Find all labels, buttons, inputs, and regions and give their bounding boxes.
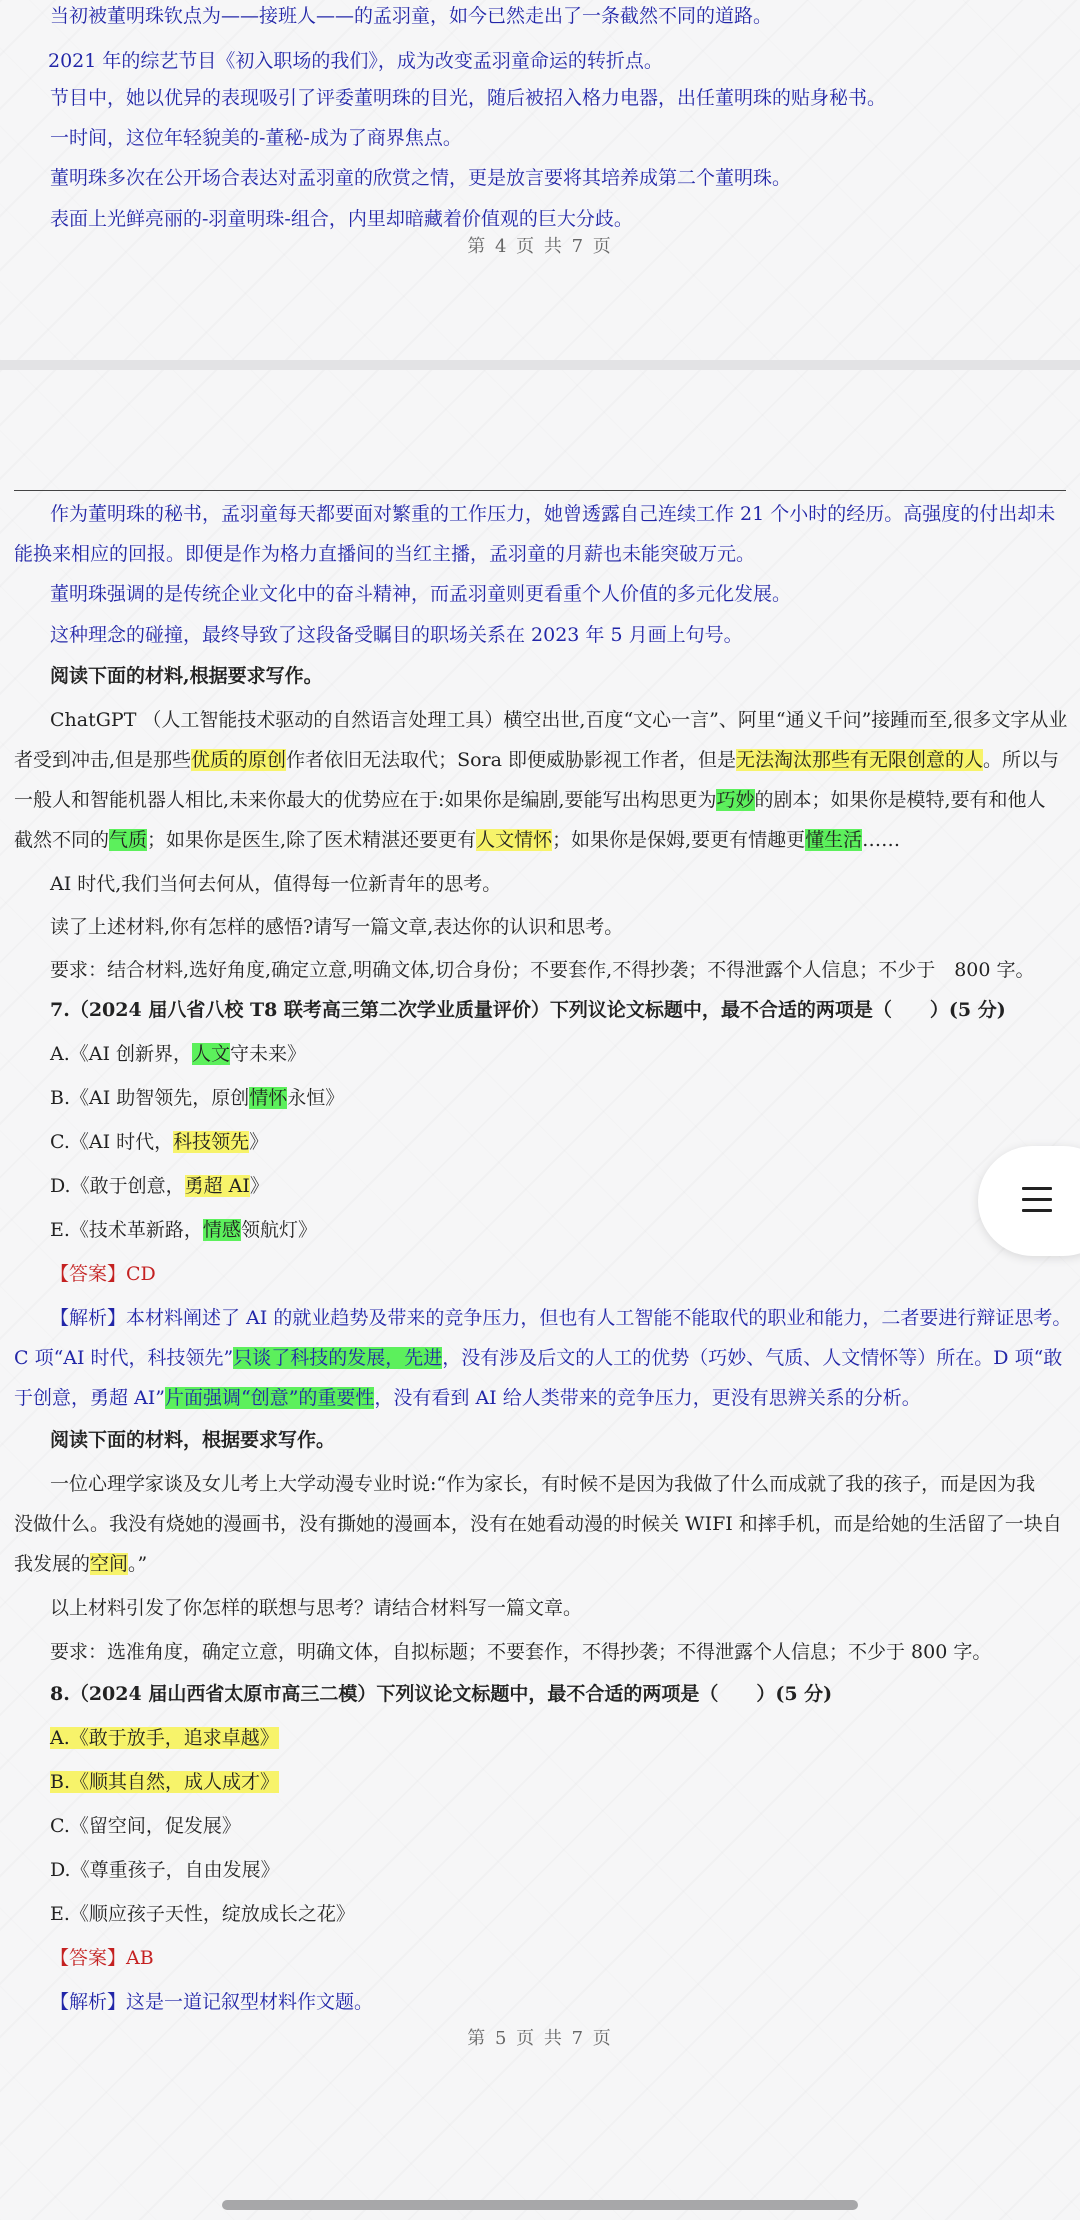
analysis-tag: 【解析】 bbox=[50, 1991, 127, 2013]
text-line: 这种理念的碰撞，最终导致了这段备受瞩目的职场关系在 2023 年 5 月画上句号。 bbox=[50, 624, 743, 646]
highlight: 情怀 bbox=[249, 1087, 288, 1109]
header-rule bbox=[14, 490, 1066, 491]
text-line: 没做什么。我没有烧她的漫画书，没有撕她的漫画本，没有在她看动漫的时候关 WIFI 和摔手机，而是给她的生活留了一块自 bbox=[14, 1513, 1062, 1535]
option-a bbox=[50, 1724, 1066, 1752]
option-b: B.《AI 助智领先，原创情怀永恒》 bbox=[50, 1087, 345, 1109]
text-line: 节目中，她以优异的表现吸引了评委董明珠的目光，随后被招入格力电器，出任董明珠的贴身秘书。 bbox=[50, 87, 887, 109]
highlight: 无法淘汰那些有无限创意的人 bbox=[735, 749, 983, 771]
text-line: 董明珠强调的是传统企业文化中的奋斗精神，而孟羽童则更看重个人价值的多元化发展。 bbox=[50, 583, 792, 605]
highlight: 人文情怀 bbox=[476, 829, 553, 851]
section-heading: 阅读下面的材料,根据要求写作。 bbox=[50, 665, 323, 687]
text-line: 一般人和智能机器人相比,未来你最大的优势应在于:如果你是编剧,要能写出构思更为巧妙的剧本；如果你是模特,要有和他人 bbox=[14, 789, 1046, 811]
text-line: 截然不同的气质；如果你是医生,除了医术精湛还要更有人文情怀；如果你是保姆,要更有情趣更懂生活…… bbox=[14, 829, 901, 851]
option-e: E.《技术革新路，情感领航灯》 bbox=[50, 1219, 317, 1241]
analysis-line: C 项“AI 时代，科技领先”只谈了科技的发展，先进，没有涉及后文的人工的优势（巧妙、气质、人文情怀等）所在。D 项“敢 bbox=[14, 1347, 1063, 1369]
option-d: D.《敢于创意，勇超 AI》 bbox=[50, 1175, 269, 1197]
page-footer: 第 5 页 共 7 页 bbox=[467, 2028, 613, 2049]
option-a: A.《AI 创新界，人文守未来》 bbox=[50, 1043, 307, 1065]
analysis-line: 于创意，勇超 AI”片面强调“创意”的重要性，没有看到 AI 给人类带来的竞争压力，更没有思辨关系的分析。 bbox=[14, 1387, 921, 1409]
text-line: 要求：选准角度，确定立意，明确文体，自拟标题；不要套作，不得抄袭；不得泄露个人信息；不少于 800 字。 bbox=[50, 1641, 992, 1663]
answer-line bbox=[50, 1944, 1066, 1972]
highlight: 空间 bbox=[90, 1553, 129, 1575]
menu-button[interactable] bbox=[978, 1146, 1080, 1256]
highlight: 人文 bbox=[192, 1043, 231, 1065]
option-c: C.《AI 时代，科技领先》 bbox=[50, 1131, 269, 1153]
text-line: 2021 年的综艺节目《初入职场的我们》，成为改变孟羽童命运的转折点。 bbox=[48, 50, 663, 72]
section-heading: 阅读下面的材料，根据要求写作。 bbox=[50, 1429, 336, 1451]
answer-tag: 【答案】 bbox=[50, 1947, 127, 1969]
highlight: 懂生活 bbox=[805, 829, 863, 851]
page-footer: 第 4 页 共 7 页 bbox=[467, 236, 613, 257]
highlight: 气质 bbox=[109, 829, 148, 851]
text-line: 一时间，这位年轻貌美的-董秘-成为了商界焦点。 bbox=[50, 127, 462, 149]
hamburger-menu-icon bbox=[1022, 1187, 1052, 1213]
highlight: A.《敢于放手，追求卓越》 bbox=[50, 1727, 279, 1749]
text-line: 一位心理学家谈及女儿考上大学动漫专业时说:“作为家长，有时候不是因为我做了什么而成就了我的孩子，而是因为我 bbox=[50, 1473, 1036, 1495]
question-title: 8.（2024 届山西省太原市高三二模）下列议论文标题中，最不合适的两项是（ ）(5 分) bbox=[50, 1683, 833, 1705]
document-page-5 bbox=[0, 370, 1080, 2220]
document-page-4 bbox=[0, 0, 1080, 360]
question-title: 7.（2024 届八省八校 T8 联考高三第二次学业质量评价）下列议论文标题中，最不合适的两项是（ ）(5 分) bbox=[50, 999, 1006, 1021]
text-line: 者受到冲击,但是那些优质的原创作者依旧无法取代；Sora 即便威胁影视工作者，但是无法淘汰那些有无限创意的人。所以与 bbox=[14, 749, 1059, 771]
highlight: 科技领先 bbox=[173, 1131, 250, 1153]
text-line: ChatGPT （人工智能技术驱动的自然语言处理工具）横空出世,百度“文心一言”、阿里“通义千问”接踵而至,很多文字从业 bbox=[50, 709, 1068, 731]
text-line: 能换来相应的回报。即便是作为格力直播间的当红主播，孟羽童的月薪也未能突破万元。 bbox=[14, 543, 756, 565]
answer-tag: 【答案】 bbox=[50, 1263, 127, 1285]
analysis-tag: 【解析】 bbox=[50, 1307, 127, 1329]
highlight: B.《顺其自然，成人成才》 bbox=[50, 1771, 280, 1793]
analysis-line: 【解析】这是一道记叙型材料作文题。 bbox=[50, 1991, 374, 2013]
answer-value: CD bbox=[126, 1263, 156, 1285]
text-line: 以上材料引发了你怎样的联想与思考？请结合材料写一篇文章。 bbox=[50, 1597, 583, 1619]
text-line: 读了上述材料,你有怎样的感悟?请写一篇文章,表达你的认识和思考。 bbox=[50, 916, 624, 938]
highlight: 只谈了科技的发展，先进 bbox=[233, 1347, 443, 1369]
text-line: 当初被董明珠钦点为——接班人——的孟羽童，如今已然走出了一条截然不同的道路。 bbox=[50, 5, 773, 27]
option-e: E.《顺应孩子天性，绽放成长之花》 bbox=[50, 1903, 355, 1925]
text-line: 作为董明珠的秘书，孟羽童每天都要面对繁重的工作压力，她曾透露自己连续工作 21 个小时的经历。高强度的付出却未 bbox=[50, 503, 1056, 525]
highlight: 巧妙 bbox=[716, 789, 755, 811]
option-b bbox=[50, 1768, 1066, 1796]
text-line: 表面上光鲜亮丽的-羽童明珠-组合，内里却暗藏着价值观的巨大分歧。 bbox=[50, 208, 633, 230]
text-line: 要求：结合材料,选好角度,确定立意,明确文体,切合身份；不要套作,不得抄袭；不得泄露个人信息；不少于 800 字。 bbox=[50, 959, 1035, 981]
home-indicator[interactable] bbox=[222, 2200, 858, 2210]
analysis-line: 【解析】本材料阐述了 AI 的就业趋势及带来的竞争压力，但也有人工智能不能取代的职业和能力，二者要进行辩证思考。 bbox=[50, 1307, 1072, 1329]
highlight: 优质的原创 bbox=[191, 749, 287, 771]
page-gap bbox=[0, 360, 1080, 370]
highlight: 勇超 AI bbox=[184, 1175, 250, 1197]
text-line: 董明珠多次在公开场合表达对孟羽童的欣赏之情，更是放言要将其培养成第二个董明珠。 bbox=[50, 167, 792, 189]
option-c: C.《留空间，促发展》 bbox=[50, 1815, 241, 1837]
highlight: 片面强调“创意”的重要性 bbox=[164, 1387, 375, 1409]
answer-line bbox=[50, 1260, 1066, 1288]
text-line: 我发展的空间。” bbox=[14, 1553, 148, 1575]
option-d: D.《尊重孩子，自由发展》 bbox=[50, 1859, 280, 1881]
answer-value: AB bbox=[126, 1947, 154, 1969]
highlight: 情感 bbox=[202, 1219, 241, 1241]
text-line: AI 时代,我们当何去何从，值得每一位新青年的思考。 bbox=[50, 873, 502, 895]
